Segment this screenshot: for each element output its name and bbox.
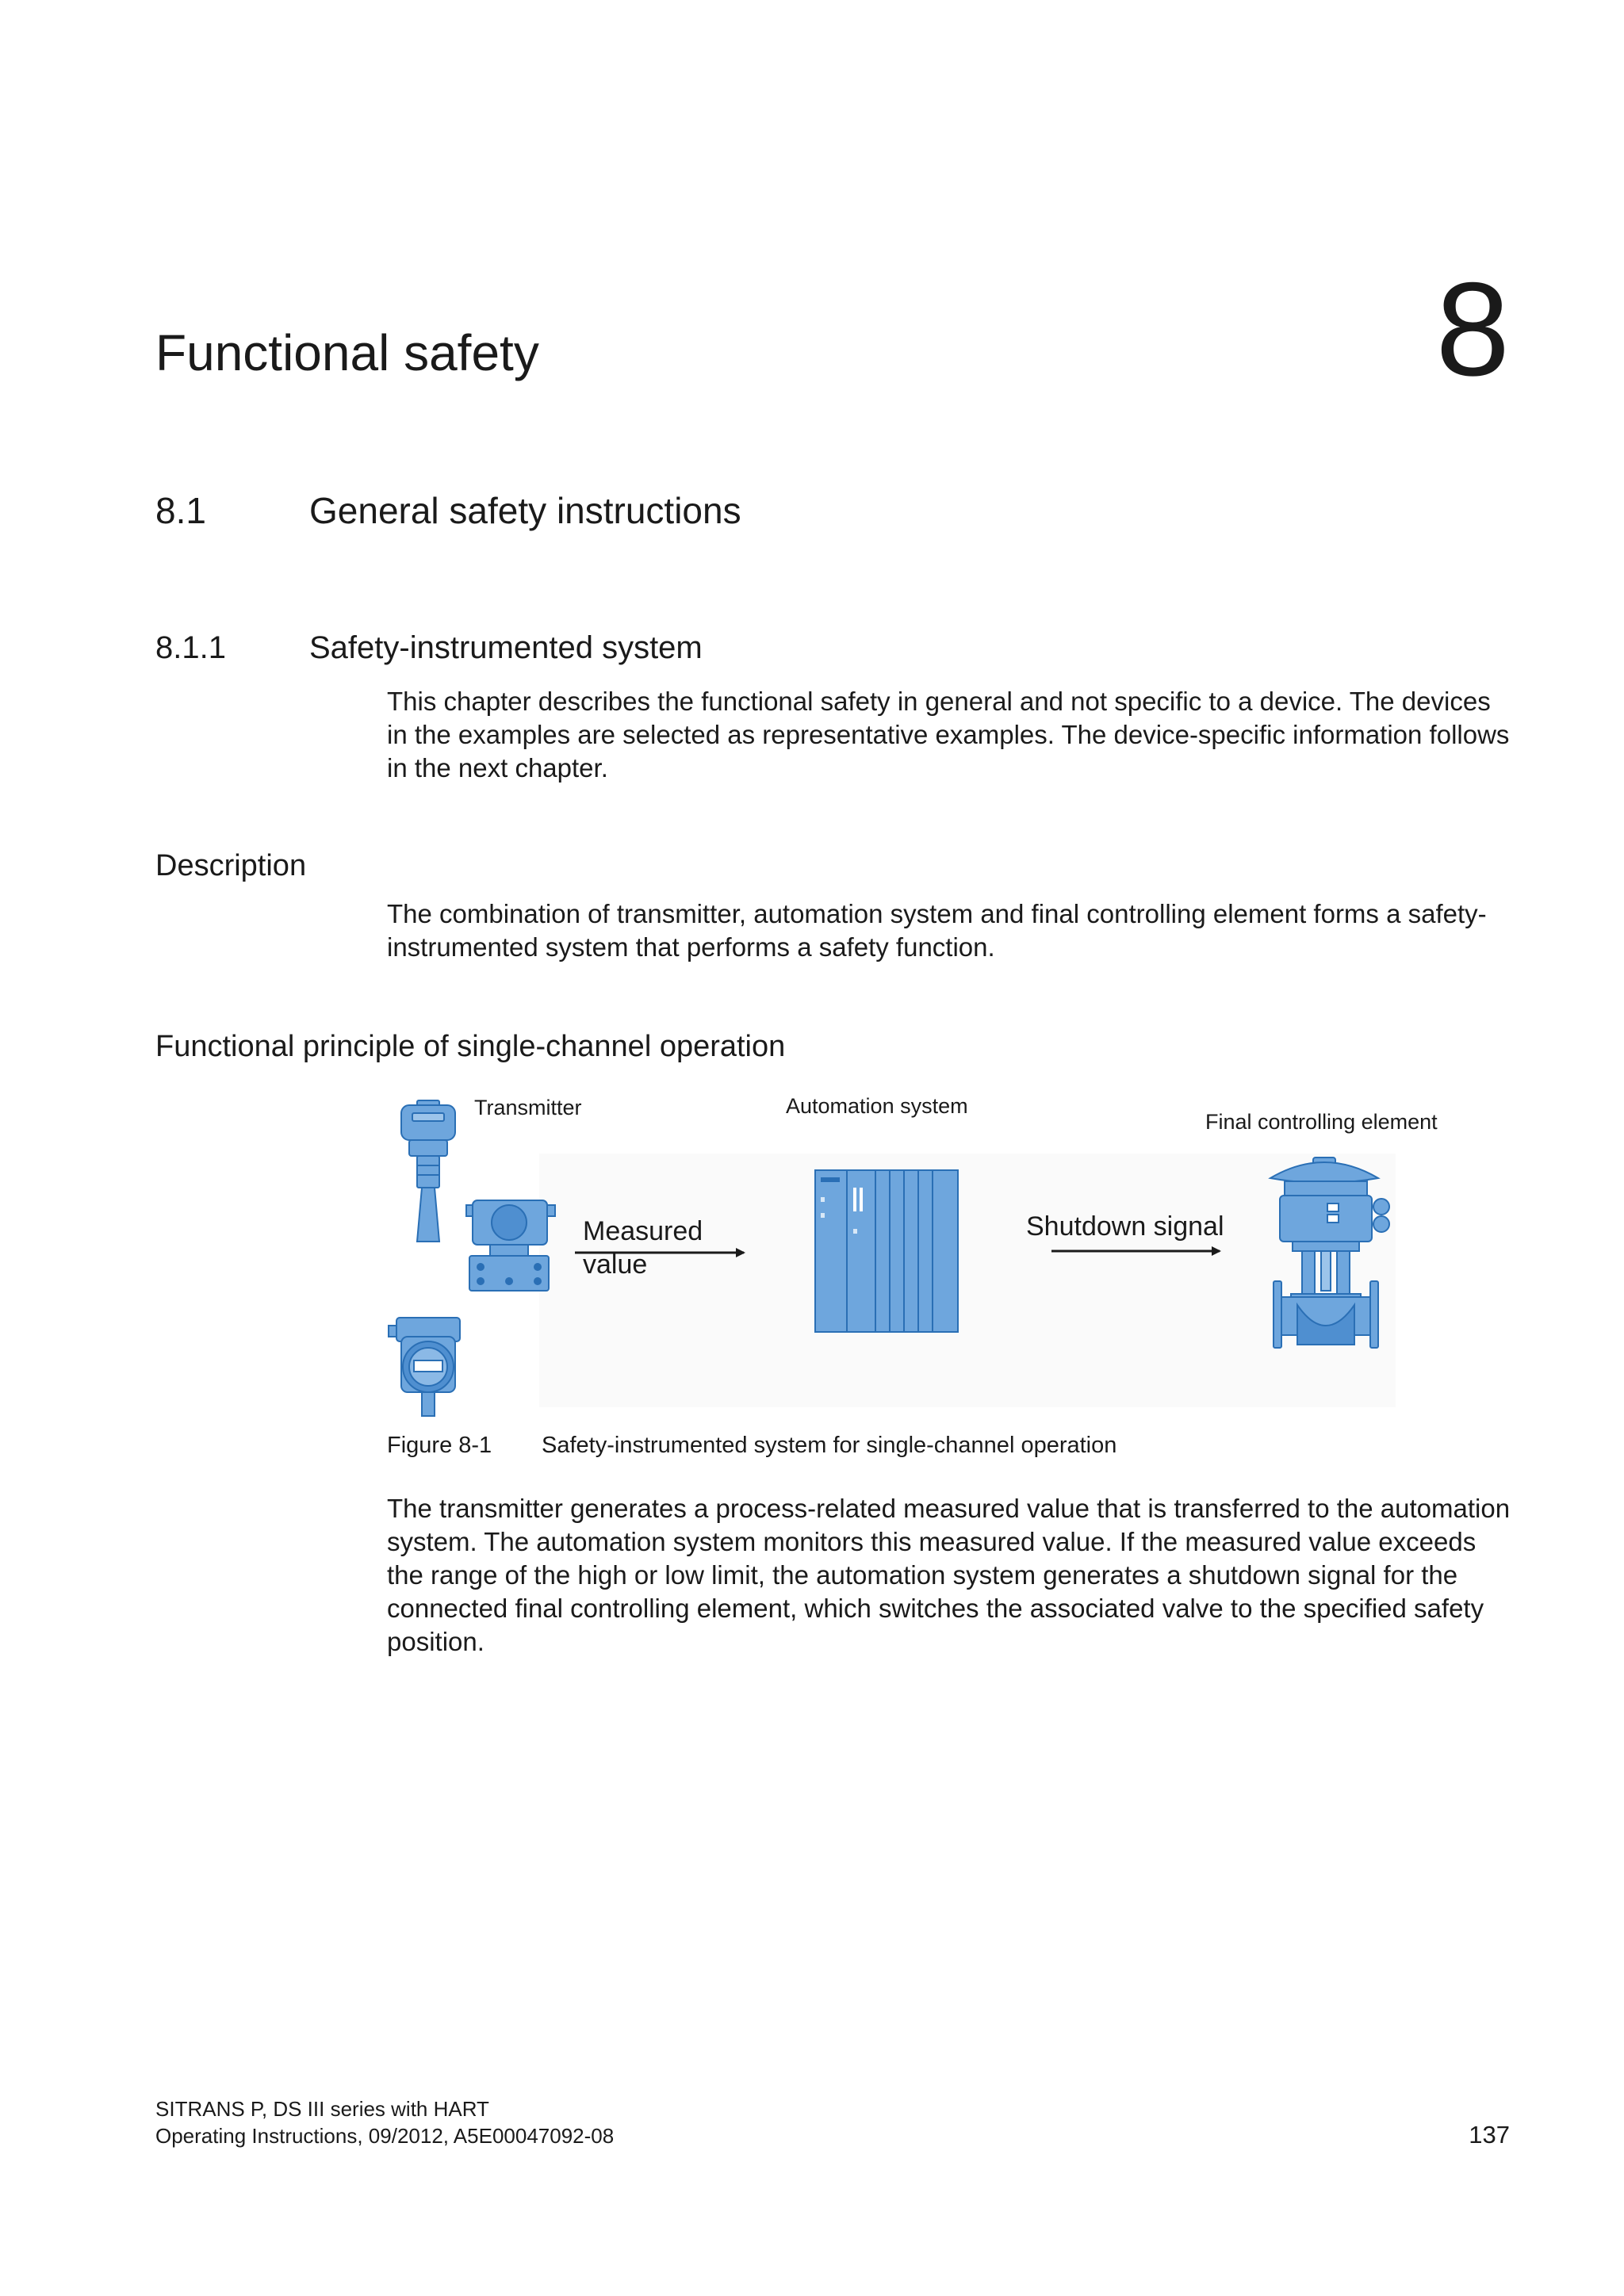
footer-document-info: Operating Instructions, 09/2012, A5E00047092-08: [155, 2124, 615, 2148]
chapter-title: Functional safety: [155, 324, 539, 381]
figure: [381, 1094, 1522, 1427]
radar-transmitter-icon: [401, 1100, 455, 1242]
figure-caption-number: Figure 8-1: [387, 1433, 492, 1458]
automation-system-label: Automation system: [786, 1094, 968, 1118]
control-valve-icon: [1270, 1158, 1389, 1348]
subsection-number: 8.1.1: [155, 630, 226, 665]
final-controlling-element-label: Final controlling element: [1205, 1110, 1438, 1134]
measured-value-label-line1: Measured: [583, 1216, 703, 1246]
body-paragraph: The transmitter generates a process-related measured value that is transferred to the automation system. The automation system monitors this measured value. If the measured value exceeds the range of the high or low limit, the automation system generates a shutdown signal for the connected final controlling element, which switches the associated valve to the specified safety position.: [387, 1494, 1511, 1656]
automation-system-icon: [815, 1170, 958, 1332]
footer-product: SITRANS P, DS III series with HART: [155, 2097, 489, 2121]
figure-caption-text: Safety-instrumented system for single-channel operation: [542, 1433, 1117, 1458]
figure-diagram: [381, 1094, 1522, 1427]
principle-heading: Functional principle of single-channel operation: [155, 1030, 786, 1063]
description-paragraph: The combination of transmitter, automation system and final controlling element forms a safety-instrumented system that performs a safety function.: [387, 899, 1487, 962]
description-heading: Description: [155, 849, 307, 882]
section-number: 8.1: [155, 490, 206, 531]
intro-paragraph: This chapter describes the functional safety in general and not specific to a device. The devices in the examples are selected as representative examples. The device-specific information follows in the next chapter.: [387, 687, 1510, 783]
subsection-title: Safety-instrumented system: [309, 630, 703, 665]
page-number: 137: [1469, 2121, 1510, 2149]
shutdown-signal-label: Shutdown signal: [1026, 1211, 1224, 1242]
transmitter-label: Transmitter: [474, 1096, 582, 1119]
section-title: General safety instructions: [309, 490, 741, 531]
pressure-transmitter-icon: [466, 1200, 555, 1291]
pressure-gauge-icon: [389, 1318, 460, 1416]
measured-value-label-line2: value: [583, 1249, 648, 1280]
chapter-number: 8: [1435, 254, 1510, 404]
